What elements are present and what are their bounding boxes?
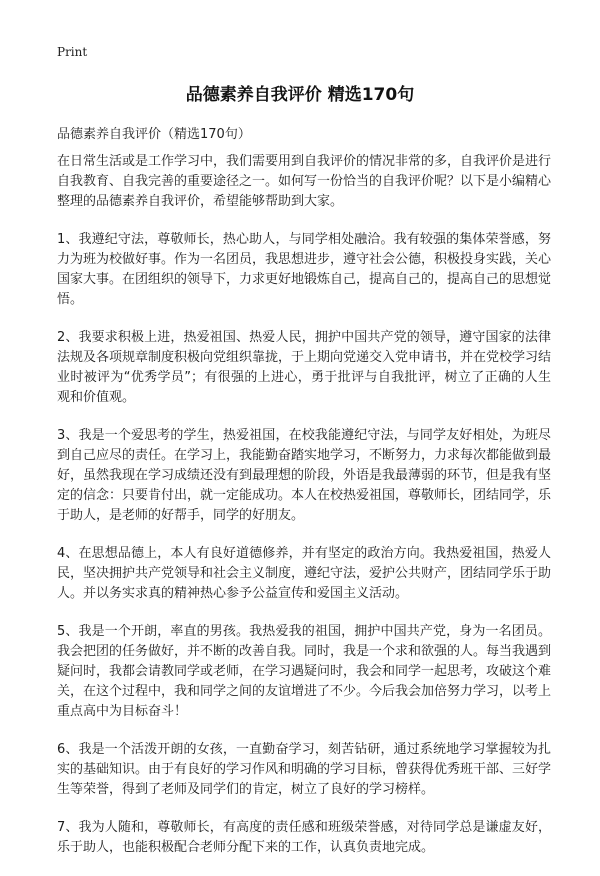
evaluation-paragraph-3: 3、我是一个爱思考的学生，热爱祖国，在校我能遵纪守法，与同学友好相处，为班尽到自己应尽的责任。在学习上，我能勤奋踏实地学习，不断努力，力求每次都能做到最好，虽然我现在学习成绩还没有到最理想的阶段，外语是我最薄弱的环节，但是我有坚定的信念：只要肯付出，就一定能成功。本人在校热爱祖国，尊敬师长，团结同学，乐于助人，是老师的好帮手，同学的好朋友。	[57, 428, 552, 523]
evaluation-paragraph-4: 4、在思想品德上，本人有良好道德修养，并有坚定的政治方向。我热爱祖国，热爱人民，坚决拥护共产党领导和社会主义制度，遵纪守法，爱护公共财产，团结同学乐于助人。并以务实求真的精神热心参予公益宣传和爱国主义活动。	[57, 546, 552, 601]
evaluation-paragraph-7: 7、我为人随和，尊敬师长，有高度的责任感和班级荣誉感，对待同学总是谦虚友好，乐于助人，也能积极配合老师分配下来的工作，认真负责地完成。	[57, 820, 551, 855]
evaluation-paragraph-6: 6、我是一个活泼开朗的女孩，一直勤奋学习，刻苦钻研，通过系统地学习掌握较为扎实的基础知识。由于有良好的学习作风和明确的学习目标，曾获得优秀班干部、三好学生等荣誉，得到了老师及同学们的肯定，树立了良好的学习榜样。	[57, 742, 552, 797]
print-link[interactable]: Print	[57, 45, 88, 59]
evaluation-paragraph-1: 1、我遵纪守法，尊敬师长，热心助人，与同学相处融洽。我有较强的集体荣誉感，努力为班为校做好事。作为一名团员，我思想进步，遵守社会公德，积极投身实践，关心国家大事。在团组织的领导下，力求更好地锻炼自己，提高自己的，提高自己的思想觉悟。	[57, 232, 552, 307]
page-title: 品德素养自我评价 精选170句	[185, 85, 415, 105]
evaluation-paragraph-5: 5、我是一个开朗，率直的男孩。我热爱我的祖国，拥护中国共产党，身为一名团员。我会把团的任务做好，并不断的改善自我。同时，我是一个求和欲强的人。每当我遇到疑问时，我都会请教同学或老师，在学习遇疑问时，我会和同学一起思考，攻破这个难关，在这个过程中，我和同学之间的友谊增进了不少。今后我会加倍努力学习，以考上重点高中为目标奋斗！	[57, 624, 552, 719]
document-subtitle: 品德素养自我评价（精选170句）	[57, 127, 251, 142]
evaluation-paragraph-2: 2、我要求积极上进，热爱祖国、热爱人民，拥护中国共产党的领导，遵守国家的法律法规及各项规章制度积极向党组织靠拢，于上期向党递交入党申请书，并在党校学习结业时被评为“优秀学员”；有很强的上进心，勇于批评与自我批评，树立了正确的人生观和价值观。	[57, 330, 552, 405]
article-body	[57, 152, 551, 876]
intro-paragraph: 在日常生活或是工作学习中，我们需要用到自我评价的情况非常的多，自我评价是进行自我教育、自我完善的重要途径之一。如何写一份恰当的自我评价呢？以下是小编精心整理的品德素养自我评价，希望能够帮助到大家。	[57, 154, 552, 209]
